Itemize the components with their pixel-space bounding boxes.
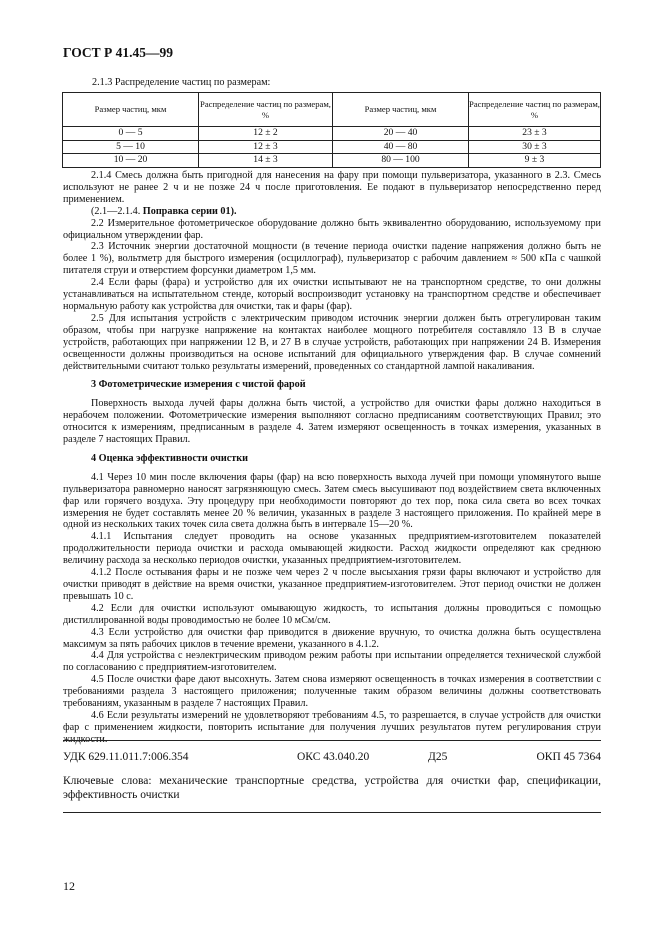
paragraph-4-4: 4.4 Для устройства с неэлектрическим приводом режим работы при испытании определяется технической службой по согласованию с предприятием-изготовителем. xyxy=(63,650,601,674)
oks-code: ОКС 43.040.20 xyxy=(297,751,370,763)
table-cell: 80 — 100 xyxy=(333,154,469,168)
table-caption: 2.1.3 Распределение частиц по размерам: xyxy=(92,77,271,88)
standard-title: ГОСТ Р 41.45—99 xyxy=(63,45,174,60)
table-row xyxy=(63,154,601,168)
okp-code: ОКП 45 7364 xyxy=(536,751,601,763)
table-cell: 23 ± 3 xyxy=(469,127,601,141)
paragraph-4-1-2: 4.1.2 После остывания фары и не позже чем через 2 ч после высыхания грязи фары включают и устройство для очистки приводят в действие на время очистки, указанное предприятием-изготовителем. Этот период очистки не должен превышать 10 с. xyxy=(63,567,601,602)
amendment-bold: Поправка серии 01). xyxy=(142,205,237,217)
table-row xyxy=(63,127,601,141)
table-cell: 40 — 80 xyxy=(333,140,469,154)
paragraph-2-3: 2.3 Источник энергии достаточной мощности (в течение периода очистки падение напряжения должно быть не более 1 %), вольтметр для быстрого измерения (осциллограф), пульверизатор с рабочим давлением ≈ 500 кПа с чашкой питателя струи и отверстием форсунки диаметром 1,5 мм. xyxy=(63,241,601,277)
footer-divider-top xyxy=(63,740,601,741)
particle-distribution-table xyxy=(62,92,601,168)
paragraph-2-5: 2.5 Для испытания устройств с электрическим приводом источник энергии должен быть отрегулирован таким образом, чтобы при нагрузке напряжение на контактах наиболее мощного потребителя составляло 13 В в случае устройств, работающих при напряжении 12 В, и 27 В в случае устройств, работающих при напряжении 24 В. Измерения освещенности должны производиться на основе испытаний для официального утверждения фар. В случае сомнений действительными считают только результаты измерений, проведенных со стандартной лампой накаливания. xyxy=(63,312,601,372)
column-header: Размер частиц, мкм xyxy=(63,93,199,127)
table-cell: 10 — 20 xyxy=(63,154,199,168)
column-header: Распределение частиц по размерам, % xyxy=(469,93,601,127)
table-cell: 0 — 5 xyxy=(63,127,199,141)
table-cell: 20 — 40 xyxy=(333,127,469,141)
udk-code: УДК 629.11.011.7:006.354 xyxy=(63,751,189,763)
paragraph-4-2: 4.2 Если для очистки используют омывающую жидкость, то испытания должны проводиться с помощью дистиллированной воды проводимостью не более 10 мСм/см. xyxy=(63,602,601,626)
d-code: Д25 xyxy=(428,751,448,763)
paragraph-4-5: 4.5 После очистки фаре дают высохнуть. Затем снова измеряют освещенность в точках измерения в соответствии с требованиями раздела 3 настоящего приложения; полученные таким образом величины должны соответствовать требованиям, указанным в разделе 7 настоящих Правил. xyxy=(63,674,601,710)
keywords: Ключевые слова: механические транспортные средства, устройства для очистки фар, спецификации, эффективность очистки xyxy=(63,775,601,801)
footer-divider-bottom xyxy=(63,812,601,813)
paragraph-2-1-4: 2.1.4 Смесь должна быть пригодной для нанесения на фару при помощи пульверизатора, указанного в 2.3. Смесь используют не ранее 2 ч и не позже 24 ч после приготовления. Ее подают в пульверизатор непосредственно перед применением. xyxy=(63,170,601,205)
table-cell: 9 ± 3 xyxy=(469,154,601,168)
page-number: 12 xyxy=(63,879,75,893)
table-cell: 12 ± 3 xyxy=(199,140,333,154)
paragraph-3: Поверхность выхода лучей фары должна быть чистой, а устройство для очистки фары должно находиться в нерабочем положении. Фотометрические измерения выполняют согласно предписаниям соответствующих Правил; это относится к измерениям, предписанным в разделе 4. Затем измеряют освещенность в точках измерения, указанных в разделе 7 настоящих Правил. xyxy=(63,398,601,446)
paragraph-2-4: 2.4 Если фары (фара) и устройство для их очистки испытывают не на транспортном средстве, то они должны устанавливаться на испытательном стенде, который воспроизводит установку на транспортном средстве и обеспечивает нормальную работу как устройства для очистки, так и фары (фар). xyxy=(63,277,601,312)
paragraph-4-1-1: 4.1.1 Испытания следует проводить на основе указанных предприятием-изготовителем показателей продолжительности периода очистки и расхода омывающей жидкости. Расход жидкости определяют как среднюю величину расхода за несколько периодов очистки, указанных предприятием-изготовителем. xyxy=(63,531,601,567)
section-4-heading: 4 Оценка эффективности очистки xyxy=(91,452,249,464)
amendment-prefix: (2.1—2.1.4. xyxy=(91,205,143,217)
column-header: Распределение частиц по размерам, % xyxy=(199,93,333,127)
table-cell: 14 ± 3 xyxy=(199,154,333,168)
table-cell: 30 ± 3 xyxy=(469,140,601,154)
column-header: Размер частиц, мкм xyxy=(333,93,469,127)
document-body xyxy=(63,170,601,746)
section-3-heading: 3 Фотометрические измерения с чистой фарой xyxy=(91,379,306,391)
paragraph-4-6: 4.6 Если результаты измерений не удовлетворяют требованиям 4.5, то разрешается, в случае устройств для очистки фар с применением жидкости, повторить испытание для получения лучших результатов путем регулирования струи жидкости. xyxy=(63,709,601,745)
table-row xyxy=(63,140,601,154)
paragraph-4-3: 4.3 Если устройство для очистки фар приводится в движение вручную, то очистка должна быть осуществлена максимум за пять рабочих циклов в течение времени, указанного в 4.1.2. xyxy=(63,626,601,650)
paragraph-2-2: 2.2 Измерительное фотометрическое оборудование должно быть эквивалентно оборудованию, используемому при официальном утверждении фар. xyxy=(63,217,601,241)
paragraph-4-1: 4.1 Через 10 мин после включения фары (фар) на всю поверхность выхода лучей при помощи упомянутого выше пульверизатора равномерно наносят загрязняющую смесь. Затем смесь высушивают под воздействием света включенных фар или горячего воздуха. Эту процедуру при необходимости повторяют до тех пор, пока сила света во всех точках измерения не будет составлять менее 20 % величин, указанных в разделе 3 настоящего приложения. По крайней мере в одной из нескольких таких точек сила света должна быть в интервале 15—20 %. xyxy=(63,471,601,531)
amendment-note xyxy=(63,206,601,218)
table-header-row xyxy=(63,93,601,127)
table-cell: 12 ± 2 xyxy=(199,127,333,141)
table-cell: 5 — 10 xyxy=(63,140,199,154)
